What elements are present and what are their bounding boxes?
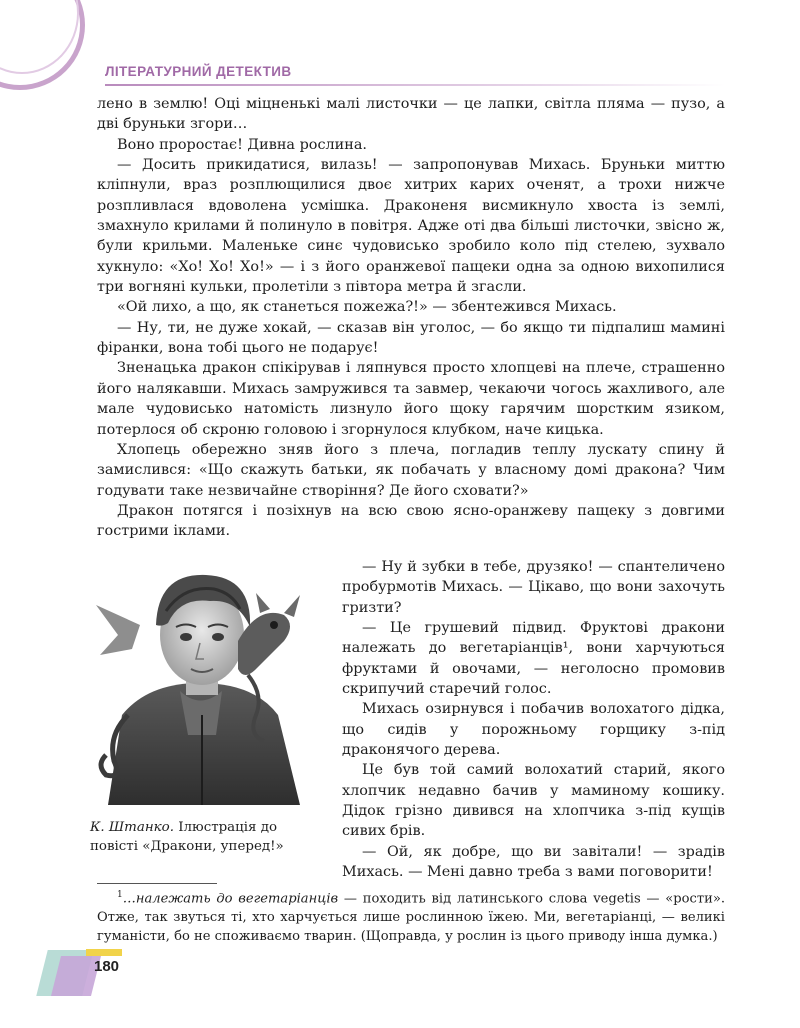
paragraph: Хлопець обережно зняв його з плеча, погладив теплу лускату спину й замислився: «Що скажуть батьки, як побачать у власному домі дракона? Чим годувати таке незвичайне створіння? Де його сховати?» [97, 441, 725, 499]
footnote [97, 886, 725, 946]
paragraph: — Досить прикидатися, вилазь! — запропонував Михась. Бруньки миттю кліпнули, враз розплющилися двоє хитрих карих оченят, а трохи нижче розпливлася вдоволена усмішка. Драконеня висмикнуло хвоста із землі, змахнуло крилами й полинуло в повітря. Адже оті два більші листочки, звісно ж, були крильми. Маленьке синє чудовисько зробило коло під стелею, зухвало хукнуло: «Хо! Хо! Хо!» — і з його оранжевої пащеки одна за одною вихопилися три вогняні кульки, пролетіли з півтора метра й згасли. [97, 157, 725, 296]
column-text [342, 557, 725, 883]
main-text [97, 94, 725, 542]
paragraph: Воно проростає! Дивна рослина. [117, 136, 367, 153]
footnote-rule [97, 883, 217, 884]
footnote-marker: 1 [117, 890, 123, 900]
paragraph: — Ну й зубки в тебе, друзяко! — спантеличено пробурмотів Михась. — Цікаво, що вони захочуть гризти? [342, 559, 725, 616]
caption-author: К. Штанко. [90, 820, 174, 835]
header-rule [105, 84, 725, 86]
corner-tab-yellow [86, 949, 122, 956]
footnote-term: …належать до вегетаріанців [122, 891, 339, 907]
paragraph: Зненацька дракон спікірував і ляпнувся просто хлопцеві на плече, страшенно його налякавши. Михась замружився та завмер, чекаючи чогось жахливого, але мале чудовисько натомість лизнуло його щоку гарячим шорстким язиком, потерлося об скроню головою і згорнулося клубком, наче кицька. [97, 360, 725, 438]
paragraph: — Це грушевий підвид. Фруктові дракони належать до вегетаріанців¹, вони харчуються фруктами й овочами, — неголосно промовив скрипучий старечий голос. [342, 620, 725, 698]
paragraph: — Ой, як добре, що ви завітали! — зрадів Михась. — Мені давно треба з вами поговорити! [342, 843, 725, 881]
paragraph: лено в землю! Оці міцненькі малі листочки — це лапки, світла пляма — пузо, а дві бруньки згори… [97, 96, 725, 133]
page-number: 180 [94, 958, 120, 975]
paragraph: «Ой лихо, а що, як станеться пожежа?!» — збентежився Михась. [117, 299, 617, 316]
footnote-text: — походить від латинського слова vegetis — «рости». Отже, так звуться ті, хто харчується лише рослинною їжею. Ми, вегетаріанці, — великі гуманісти, бо не споживаємо тварин. (Щоправда, у рослин із цього приводу інша думка.) [97, 891, 725, 945]
running-head: ЛІТЕРАТУРНИЙ ДЕТЕКТИВ [105, 64, 292, 79]
boy-with-dragon-illustration [88, 565, 320, 805]
caption-text: Ілюстрація до повісті «Дракони, уперед!» [90, 820, 284, 854]
paragraph: Дракон потягся і позіхнув на всю свою ясно-оранжеву пащеку з довгими гострими іклами. [97, 502, 725, 540]
paragraph: — Ну, ти, не дуже хокай, — сказав він уголос, — бо якщо ти підпалиш мамині фіранки, вона тобі цього не подарує! [97, 319, 725, 357]
paragraph: Михась озирнувся і побачив волохатого дідка, що сидів у порожньому горщику з-під драконячого дерева. [342, 701, 725, 759]
illustration-caption [90, 818, 312, 856]
paragraph: Це був той самий волохатий старий, якого хлопчик недавно бачив у маминому кошику. Дідок грізно дивився на хлопчика з-під кущів сивих брів. [342, 762, 725, 840]
illustration [88, 565, 320, 805]
